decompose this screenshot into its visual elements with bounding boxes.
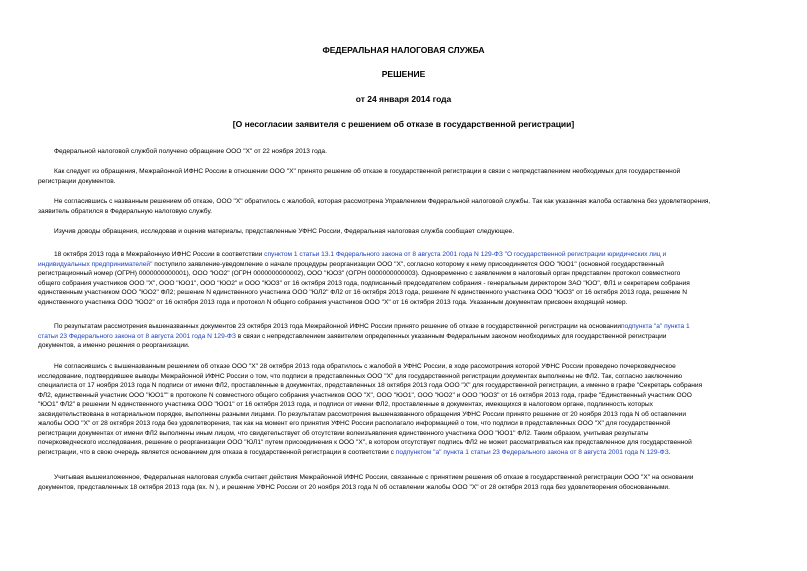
text-line: регистрации документов. [38,177,116,185]
law-link[interactable]: спунктом 1 статьи 13.1 Федерального закона от 8 августа 2001 года N 129-ФЗ "О государственной регистрации юридических лиц и [264,251,667,258]
text-line: Как следует из обращения, Межрайонной ИФНС России в отношении ООО "Х" принято решение об отказе в государственной регистрации в связи с непредставлением необходимых для государственной [54,168,681,175]
law-link[interactable]: подпунктом "а" пункта 1 статьи 23 Федерального закона от 8 августа 2001 года N 129-ФЗ [395,448,669,456]
paragraph-4 [38,227,807,237]
text-line [38,448,807,458]
text-line: единственного участника ООО "ЮО2" от 16 октября 2013 года и протокол N общего собрания участников ООО "Х" от 16 октября 2013 года. Указанным документам присвоен входящий номер. [38,298,628,306]
law-link[interactable]: статьи 23 Федерального закона от 8 августа 2001 года N 129-ФЗ [38,332,236,340]
text-line: регистрации документах от имени ФЛ2 выполнены иным лицом, что свидетельствует об отсутствии волеизъявления единственного участника ООО "ЮО1" ФЛ2. Таким образом, учитывая результаты [38,429,649,437]
text-line: общего собрания участников ООО "Х", ООО "ЮО1", ООО "ЮО2" и ООО "ЮО3" от 16 октября 2013 года, подписанный председателем собрания - генеральным директором ЗАО "ЮО", ФЛ1 и секретарем собрания [38,279,690,287]
paragraph-8 [38,473,807,492]
text-line [38,260,807,270]
paragraph-3 [38,197,807,216]
text-line: Учитывая вышеизложенное, Федеральная налоговая служба считает действия Межрайонной ИФНС России, связанные с принятием решения об отказе в государственной регистрации ООО "Х" на основании [54,474,694,481]
text-line: засвидетельствована в нотариальном порядке, выполнены разными лицами. По результатам рассмотрения вышеназванного обращения УФНС России принято решение от 20 ноября 2013 года N об оставлении [38,410,687,418]
text-line: ФЛ2, единственный участник ООО "ЮО1"" в протоколе N совместного общего собрания участников ООО "Х", ООО "ЮО1", ООО "ЮО2" и ООО "ЮО3" от 16 октября 2013 года, графе "Единственный участник ООО [38,391,692,399]
law-link[interactable]: подпункта "а" пункта 1 [621,323,690,330]
text-line: документов, представленных 18 октября 2013 года (вх. N ), и решение УФНС России от 20 ноября 2013 года N об оставлении жалобы ООО "Х" от 28 октября 2013 года без удовлетворения обоснованными. [38,483,670,491]
text-segment: в связи с непредставлением заявителем определенных указанным Федеральным законом необходимых для государственной регистрации [235,332,667,340]
document-date: от 24 января 2014 года [355,94,452,104]
text-segment: регистрации, что в свою очередь является основанием для отказа в государственной регистрации в соответствии с [38,448,396,456]
text-segment: По результатам рассмотрения вышеназванных документов 23 октября 2013 года Межрайонной ИФНС России принято решение об отказе в государственной регистрации на основании [54,323,622,330]
paragraph-2 [38,167,807,186]
document-type: РЕШЕНИЕ [381,69,426,79]
paragraph-1 [38,147,807,157]
text-line: "ЮО1" ФЛ2" в решении N единственного участника ООО "ЮО1" от 16 октября 2013 года, и подписи от имени ФЛ2, проставленные в документах, имеющихся в налоговом органе, подлинность которых [38,401,653,408]
text-segment: . [668,448,671,456]
text-line: единственным участником ООО "ЮО2" ФЛ2; решение N единственного участника ООО "ЮЛ2" ФЛ2 от 16 октября 2013 года, решение N единственного участника ООО "ЮО3" от 16 октября 2013 года, решение N [38,289,687,296]
text-line: документов, а именно решения о реорганизации. [38,342,190,349]
text-line: Не согласившись с вышеназванным решением об отказе ООО "Х" 28 октября 2013 года обратилось с жалобой в УФНС России, в ходе рассмотрения которой УФНС России проведено почерковедческое [54,363,676,370]
text-line: жалобы ООО "Х" от 28 октября 2013 года без удовлетворения, так как на момент его принятия УФНС России располагало информацией о том, что подписи в представленных ООО "Х" для государственной [38,420,671,427]
text-line: регистрационный номер (ОГРН) 0000000000001), ООО "ЮО2" (ОГРН 0000000000002), ООО "ЮО3" (ОГРН 0000000000003). Одновременно с заявлением в налоговый орган представлен протокол совместного [38,270,681,277]
text-segment: 18 октября 2013 года в Межрайонную ИФНС России в соответствии [54,251,265,258]
text-line: исследование, подтвердившее выводы Межрайонной ИФНС России о том, что подписи в представленных ООО "Х" для государственной регистрации документах выполнены не ФЛ2. Так, согласно заключению [38,372,683,380]
text-line: Не согласившись с названным решением об отказе, ООО "Х" обратилось с жалобой, которая рассмотрена Управлением Федеральной налоговой службы. Так как указанная жалоба оставлена без удовлетворения, [54,198,711,205]
text-line: Федеральной налоговой службой получено обращение ООО "Х" от 22 ноября 2013 года. [54,148,327,155]
agency-title: ФЕДЕРАЛЬНАЯ НАЛОГОВАЯ СЛУЖБА [322,45,485,55]
paragraph-5 [38,250,807,307]
paragraph-7 [38,362,807,457]
text-line: почерковедческого исследования, решение о реорганизации ООО "ЮЛ1" путем присоединения к ООО "Х", в котором отсутствует подпись ФЛ2 не может рассматриваться как представленное для государственной [38,439,692,446]
document-subject: [О несогласии заявителя с решением об отказе в государственной регистрации] [232,119,575,129]
text-line: Изучив доводы обращения, исследовав и оценив материалы, представленные УФНС России, Федеральная налоговая служба сообщает следующее. [54,228,515,235]
text-line [38,322,807,332]
law-link[interactable]: индивидуальных предпринимателей" [38,260,153,268]
text-line: специалиста от 17 ноября 2013 года N подписи от имени ФЛ2, проставленные в документах, представленных 18 октября 2013 года ООО "Х" для государственной регистрации, а именно в графе "Секретарь собрания [38,382,703,389]
text-line: заявитель обратился в Федеральную налоговую службу. [38,207,212,215]
text-line [38,332,807,342]
text-segment: поступило заявление-уведомление о начале процедуры реорганизации ООО "Х", согласно которому к нему присоединяется ООО "ЮО1" (основной государственный [152,260,664,268]
paragraph-6 [38,322,807,351]
text-line [38,250,807,260]
